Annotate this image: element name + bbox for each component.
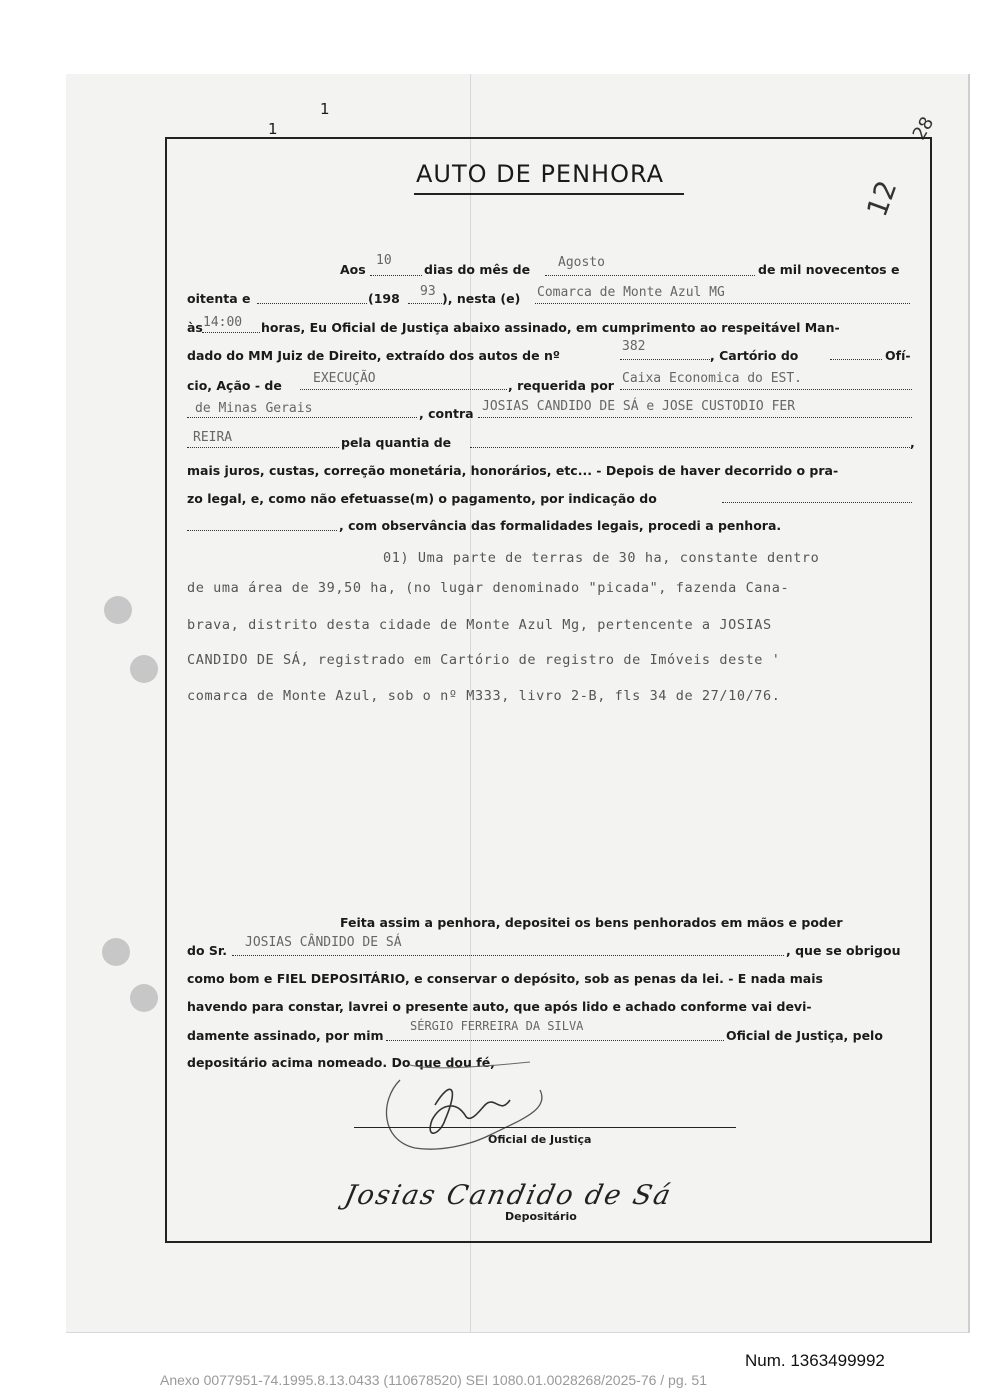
blank-line [478,417,912,418]
form-label: oitenta e [187,291,251,306]
margin-mark: 1 [268,120,278,138]
field-mes: Agosto [558,255,605,270]
form-text: como bom e FIEL DEPOSITÁRIO, e conservar o depósito, sob as penas da lei. - E nada mais [187,971,823,986]
form-text: depositário acima nomeado. Do que dou fé, [187,1055,495,1070]
field-autos: 382 [622,339,646,354]
field-dia: 10 [376,253,392,268]
form-label: cio, Ação - de [187,378,282,393]
form-label: horas, Eu Oficial de Justiça abaixo assinado, em cumprimento ao respeitável Man- [261,320,840,335]
blank-line [620,359,712,360]
blank-line [386,1040,724,1041]
field-hora: 14:00 [203,315,243,330]
field-depositario: JOSIAS CÂNDIDO DE SÁ [245,935,402,950]
description-line: CANDIDO DE SÁ, registrado em Cartório de registro de Imóveis deste ' [187,652,781,668]
punch-hole [130,655,158,683]
field-comarca: Comarca de Monte Azul MG [537,285,725,300]
blank-line [370,275,422,276]
blank-line [202,332,260,333]
form-label: , [910,435,915,450]
page-title: AUTO DE PENHORA [416,160,665,188]
form-label: pela quantia de [341,435,452,450]
blank-line [620,389,912,390]
form-label: do Sr. [187,943,228,958]
form-label: , contra [419,406,474,421]
field-executado-cont: REIRA [193,430,233,445]
form-label: dado do MM Juiz de Direito, extraído dos autos de nº [187,348,560,363]
field-executado: JOSIAS CANDIDO DE SÁ e JOSE CUSTODIO FER [482,399,796,414]
blank-line [187,447,339,448]
form-label: damente assinado, por mim [187,1028,384,1043]
blank-line [257,303,367,304]
field-requerente: Caixa Economica do EST. [622,371,803,386]
description-line: de uma área de 39,50 ha, (no lugar denominado "picada", fazenda Cana- [187,580,790,596]
form-text: Feita assim a penhora, depositei os bens penhorados em mãos e poder [340,915,843,930]
form-label: Ofí- [885,348,911,363]
blank-line [545,275,755,276]
blank-line [830,359,882,360]
form-text: zo legal, e, como não efetuasse(m) o pagamento, por indicação do [187,491,657,506]
document-number: Num. 1363499992 [745,1351,885,1370]
margin-mark: 1 [320,100,330,118]
form-text: havendo para constar, lavrei o presente auto, que após lido e achado conforme vai devi- [187,999,812,1014]
form-label: às [187,320,203,335]
margin-mark: 12 [860,176,904,221]
form-label: (198 [368,291,400,306]
form-label: ), nesta (e) [442,291,521,306]
signature-line [354,1127,736,1128]
form-label: Oficial de Justiça, pelo [726,1028,883,1043]
blank-line [470,447,910,448]
description-line: 01) Uma parte de terras de 30 ha, constante dentro [383,550,820,566]
form-label: Aos [340,262,366,277]
annex-reference: Anexo 0077951-74.1995.8.13.0433 (110678520) SEI 1080.01.0028268/2025-76 / pg. 51 [160,1372,707,1388]
blank-line [187,417,417,418]
form-text: mais juros, custas, correção monetária, honorários, etc... - Depois de haver decorrido o pra- [187,463,839,478]
signature-depositario: Josias Candido de Sá [341,1180,676,1211]
form-text: , com observância das formalidades legais, procedi a penhora. [339,518,782,533]
blank-line [408,303,442,304]
punch-hole [102,938,130,966]
blank-line [187,530,337,531]
blank-line [232,955,784,956]
depositario-label: Depositário [505,1210,577,1223]
title-underline [414,193,684,195]
blank-line [535,303,910,304]
form-label: , requerida por [508,378,614,393]
field-oficial: SÉRGIO FERREIRA DA SILVA [410,1019,584,1033]
blank-line [300,389,507,390]
description-line: comarca de Monte Azul, sob o nº M333, livro 2-B, fls 34 de 27/10/76. [187,688,781,704]
form-label: dias do mês de [424,262,531,277]
field-requerente-cont: de Minas Gerais [195,401,313,416]
field-acao: EXECUÇÃO [313,371,376,386]
description-line: brava, distrito desta cidade de Monte Azul Mg, pertencente a JOSIAS [187,617,772,633]
punch-hole [130,984,158,1012]
blank-line [722,502,912,503]
punch-hole [104,596,132,624]
margin-mark: 28 [908,113,939,144]
form-label: , que se obrigou [786,943,901,958]
form-label: de mil novecentos e [758,262,900,277]
oficial-label: Oficial de Justiça [488,1133,592,1146]
field-ano: 93 [420,284,436,299]
form-label: , Cartório do [710,348,799,363]
